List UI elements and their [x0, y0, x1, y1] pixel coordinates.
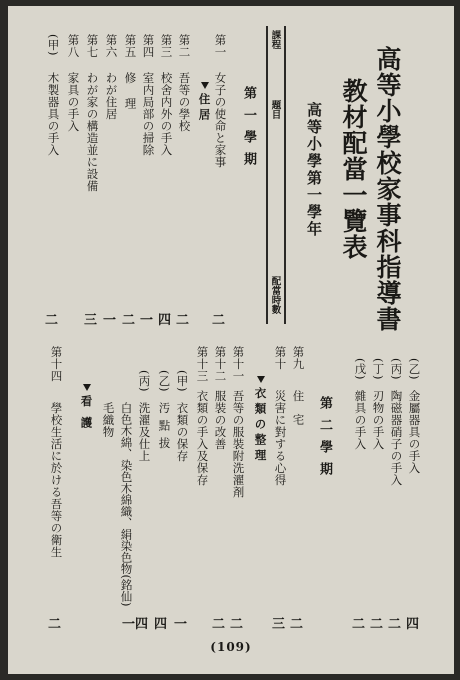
term1-hours-2: 二 [176, 313, 190, 328]
term2-text-5: 衣類の手入及保存 [195, 390, 210, 486]
term1-text-1: 女子の使命と家事 [213, 72, 228, 168]
header-rule-left [266, 26, 268, 324]
term2-text-6: 衣類の保存 [175, 402, 190, 462]
term1-num-2: 第二 [177, 34, 192, 58]
term2-num-3: 第十一 [231, 346, 246, 382]
cont-text-1: 金屬器具の手入 [407, 390, 422, 474]
header-hours: 配當時數 [269, 276, 281, 314]
term1-num-6: 第六 [104, 34, 119, 58]
term1-num-5: 第五 [123, 34, 138, 58]
document-subtitle: 教材配當一覽表 [339, 78, 368, 260]
cont-hours-3: 二 [370, 617, 384, 632]
term2-hours-11: 二 [48, 617, 62, 632]
triangle-marker-icon [201, 82, 209, 89]
header-item: 題目 [269, 100, 281, 119]
cont-text-2: 陶磁器硝子の手入 [389, 390, 404, 486]
header-unit: 課程 [269, 30, 281, 49]
term2-heading: 第二學期 [317, 396, 332, 484]
term1-text-8: 家具の手入 [66, 72, 81, 132]
term2-num-2: 第十 [273, 346, 288, 370]
term1-heading: 第一學期 [241, 86, 256, 174]
term1-text-4: 室内局部の掃除 [141, 72, 156, 156]
page-number: (109) [210, 640, 252, 654]
term2-hours-2: 三 [272, 617, 286, 632]
term2-num-7: (乙) [157, 370, 172, 392]
term2-num-8: (丙) [137, 370, 152, 392]
term2-text-2: 災害に對する心得 [273, 390, 288, 486]
document-title: 高等小學校家事科指導書 [373, 46, 402, 332]
term1-hours-4: 一 [140, 313, 154, 328]
term2-text-8: 洗濯及仕上 [137, 402, 152, 462]
term2-num-11: 第十四 [49, 346, 64, 382]
term1-hours-7: 三 [84, 313, 98, 328]
cont-hours-4: 二 [352, 617, 366, 632]
term2-text-1: 住宅 [291, 390, 306, 437]
term2-hours-9: 一四 [122, 617, 149, 632]
term2-hours-6: 一 [174, 617, 188, 632]
term1-hours-1: 二 [212, 313, 226, 328]
term2-num-6: (甲) [175, 370, 190, 392]
term1-num-3: 第三 [159, 34, 174, 58]
term2-text-4: 服裝の改善 [213, 390, 228, 450]
term1-num-7: 第七 [85, 34, 100, 58]
term2-text-7: 汚點拔 [157, 402, 172, 455]
term1-text-6: わが住居 [104, 72, 119, 120]
document-page [8, 6, 454, 674]
term1-text-2: 吾等の學校 [177, 72, 192, 132]
cont-hours-2: 二 [388, 617, 402, 632]
cont-text-3: 刃物の手入 [371, 390, 386, 450]
term2-num-5: 第十三 [195, 346, 210, 382]
term1-hours-3: 四 [158, 313, 172, 328]
term2-section-clothing: 衣類の整理 [254, 376, 266, 465]
term2-num-1: 第九 [291, 346, 306, 370]
grade-heading: 高等小學第一學年 [305, 102, 323, 238]
term2-text-10: 毛織物 [101, 402, 116, 438]
term1-hours-5: 二 [122, 313, 136, 328]
term2-hours-3: 二 [230, 617, 244, 632]
term2-hours-4: 二 [212, 617, 226, 632]
term1-num-8: 第八 [66, 34, 81, 58]
cont-num-4: (戊) [353, 358, 368, 380]
cont-text-4: 雜具の手入 [353, 390, 368, 450]
term2-text-11: 學校生活に於ける吾等の衛生 [49, 402, 64, 558]
term2-num-4: 第十二 [213, 346, 228, 382]
term1-hours-9: 二 [45, 313, 59, 328]
term1-text-5: 修理 [123, 72, 138, 123]
term1-text-9: 木製器具の手入 [46, 72, 61, 156]
term2-hours-1: 二 [290, 617, 304, 632]
triangle-marker-icon [257, 376, 265, 383]
term1-num-1: 第一 [213, 34, 228, 58]
term1-text-7: わが家の構造並に設備 [85, 72, 100, 192]
term1-text-3: 校舍内外の手入 [159, 72, 174, 156]
term2-text-3: 吾等の服裝附洗濯剤 [231, 390, 246, 498]
triangle-marker-icon [83, 384, 91, 391]
cont-num-2: (丙) [389, 358, 404, 380]
term1-hours-6: 一 [103, 313, 117, 328]
term2-text-9: 白色木綿、染色木綿織、絹染色物(銘仙) [119, 402, 134, 607]
cont-num-1: (乙) [407, 358, 422, 380]
term1-section-housing: 住居 [198, 82, 210, 124]
header-rule-right [284, 26, 286, 324]
term1-num-9: (甲) [46, 34, 61, 56]
term2-hours-7: 四 [154, 617, 168, 632]
cont-hours-1: 四 [406, 617, 420, 632]
cont-num-3: (丁) [371, 358, 386, 380]
term1-num-4: 第四 [141, 34, 156, 58]
term2-section-nursing: 看護 [80, 384, 92, 438]
